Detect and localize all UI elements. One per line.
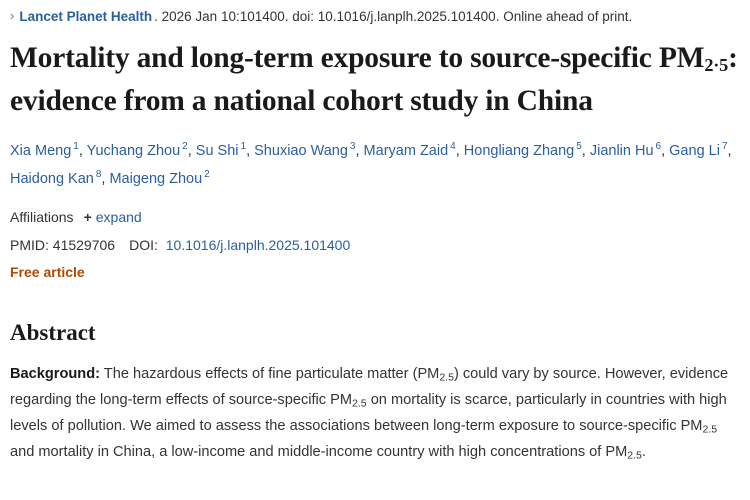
author-affiliation-marker[interactable]: 7 <box>721 141 728 153</box>
page-title <box>10 40 740 119</box>
title-part-1: Mortality and long-term exposure to source-specific PM <box>10 42 705 74</box>
author-name[interactable]: Hongliang Zhang <box>463 142 575 159</box>
author-name[interactable]: Xia Meng <box>10 142 72 159</box>
author-list: Xia Meng $^1$, Yuchang Zhou $^2$, Su Shi $^1$, Shuxiao Wang $^3$, Maryam Zaid $^4$, Hongliang Zhang $^5$, Jianlin Hu $^6$, Gang Li $^7$, Haidong Kan $^8$, Maigeng Zhou $^2$ <box>10 141 732 187</box>
author-affiliation-marker[interactable]: 6 <box>655 141 662 153</box>
author-affiliation-marker[interactable]: 4 <box>450 141 456 153</box>
abstract-subscript-2: 2.5 <box>352 397 367 410</box>
author-name[interactable]: Haidong Kan <box>10 170 94 187</box>
author-name[interactable]: Maryam Zaid <box>363 142 449 159</box>
author-name[interactable]: Maigeng Zhou <box>109 170 203 187</box>
identifier-row <box>10 235 740 255</box>
abstract-text <box>10 363 740 468</box>
journal-name[interactable]: Lancet Planet Health <box>19 9 153 24</box>
abstract-subscript-1: 2.5 <box>439 371 454 384</box>
title-part-2: : evidence from a national cohort study in China <box>10 42 738 118</box>
abstract-text-1: The hazardous effects of fine particulate matter (PM <box>100 365 440 382</box>
abstract-text-5: . <box>641 444 646 461</box>
abstract-subscript-3: 2.5 <box>702 423 718 436</box>
plus-icon: + <box>83 208 92 225</box>
affiliations-row <box>10 207 740 227</box>
pmid-label: PMID: <box>10 236 49 253</box>
author-name[interactable]: Su Shi <box>195 142 239 159</box>
author-name[interactable]: Gang Li <box>669 142 720 159</box>
expand-label: expand <box>95 208 142 225</box>
author-name[interactable]: Jianlin Hu <box>589 142 654 159</box>
doi-link[interactable]: 10.1016/j.lanplh.2025.101400 <box>165 236 351 253</box>
doi-label: DOI: <box>129 236 158 253</box>
abstract-text-4: and mortality in China, a low-income and middle-income country with high concentrations of PM <box>10 444 628 461</box>
pmid-group <box>10 237 115 253</box>
abstract-subscript-4: 2.5 <box>627 449 642 462</box>
author-name[interactable]: Shuxiao Wang <box>254 142 348 159</box>
abstract-text-2: ) could vary by source. However, evidence regarding the long-term effects of source-specific PM <box>10 365 729 408</box>
author-affiliation-marker[interactable]: 3 <box>349 141 356 153</box>
author-affiliation-marker[interactable]: 5 <box>576 141 582 153</box>
author-affiliation-marker[interactable]: 8 <box>95 168 102 180</box>
free-article-badge[interactable]: Free article <box>10 263 85 280</box>
author-name[interactable]: Yuchang Zhou <box>86 142 181 159</box>
pmid-value: 41529706 <box>52 236 116 253</box>
citation-line <box>10 8 740 26</box>
abstract-background-label: Background: <box>10 365 100 382</box>
expand-affiliations-button[interactable] <box>84 207 142 227</box>
author-affiliation-marker[interactable]: 1 <box>240 141 247 153</box>
title-subscript-1: 2·5 <box>704 55 729 76</box>
citation-details: . 2026 Jan 10:101400. doi: 10.1016/j.lanplh.2025.101400. Online ahead of print. <box>154 9 633 24</box>
abstract-text-3: on mortality is scarce, particularly in countries with high levels of pollution. We aimed to assess the associations between long-term exposure to source-specific PM <box>10 391 727 434</box>
affiliations-label: Affiliations <box>10 208 74 225</box>
author-affiliation-marker[interactable]: 2 <box>204 168 210 180</box>
author-affiliation-marker[interactable]: 1 <box>73 141 79 153</box>
abstract-heading: Abstract <box>10 319 96 345</box>
author-affiliation-marker[interactable]: 2 <box>182 141 188 153</box>
chevron-right-icon[interactable]: › <box>10 8 15 23</box>
